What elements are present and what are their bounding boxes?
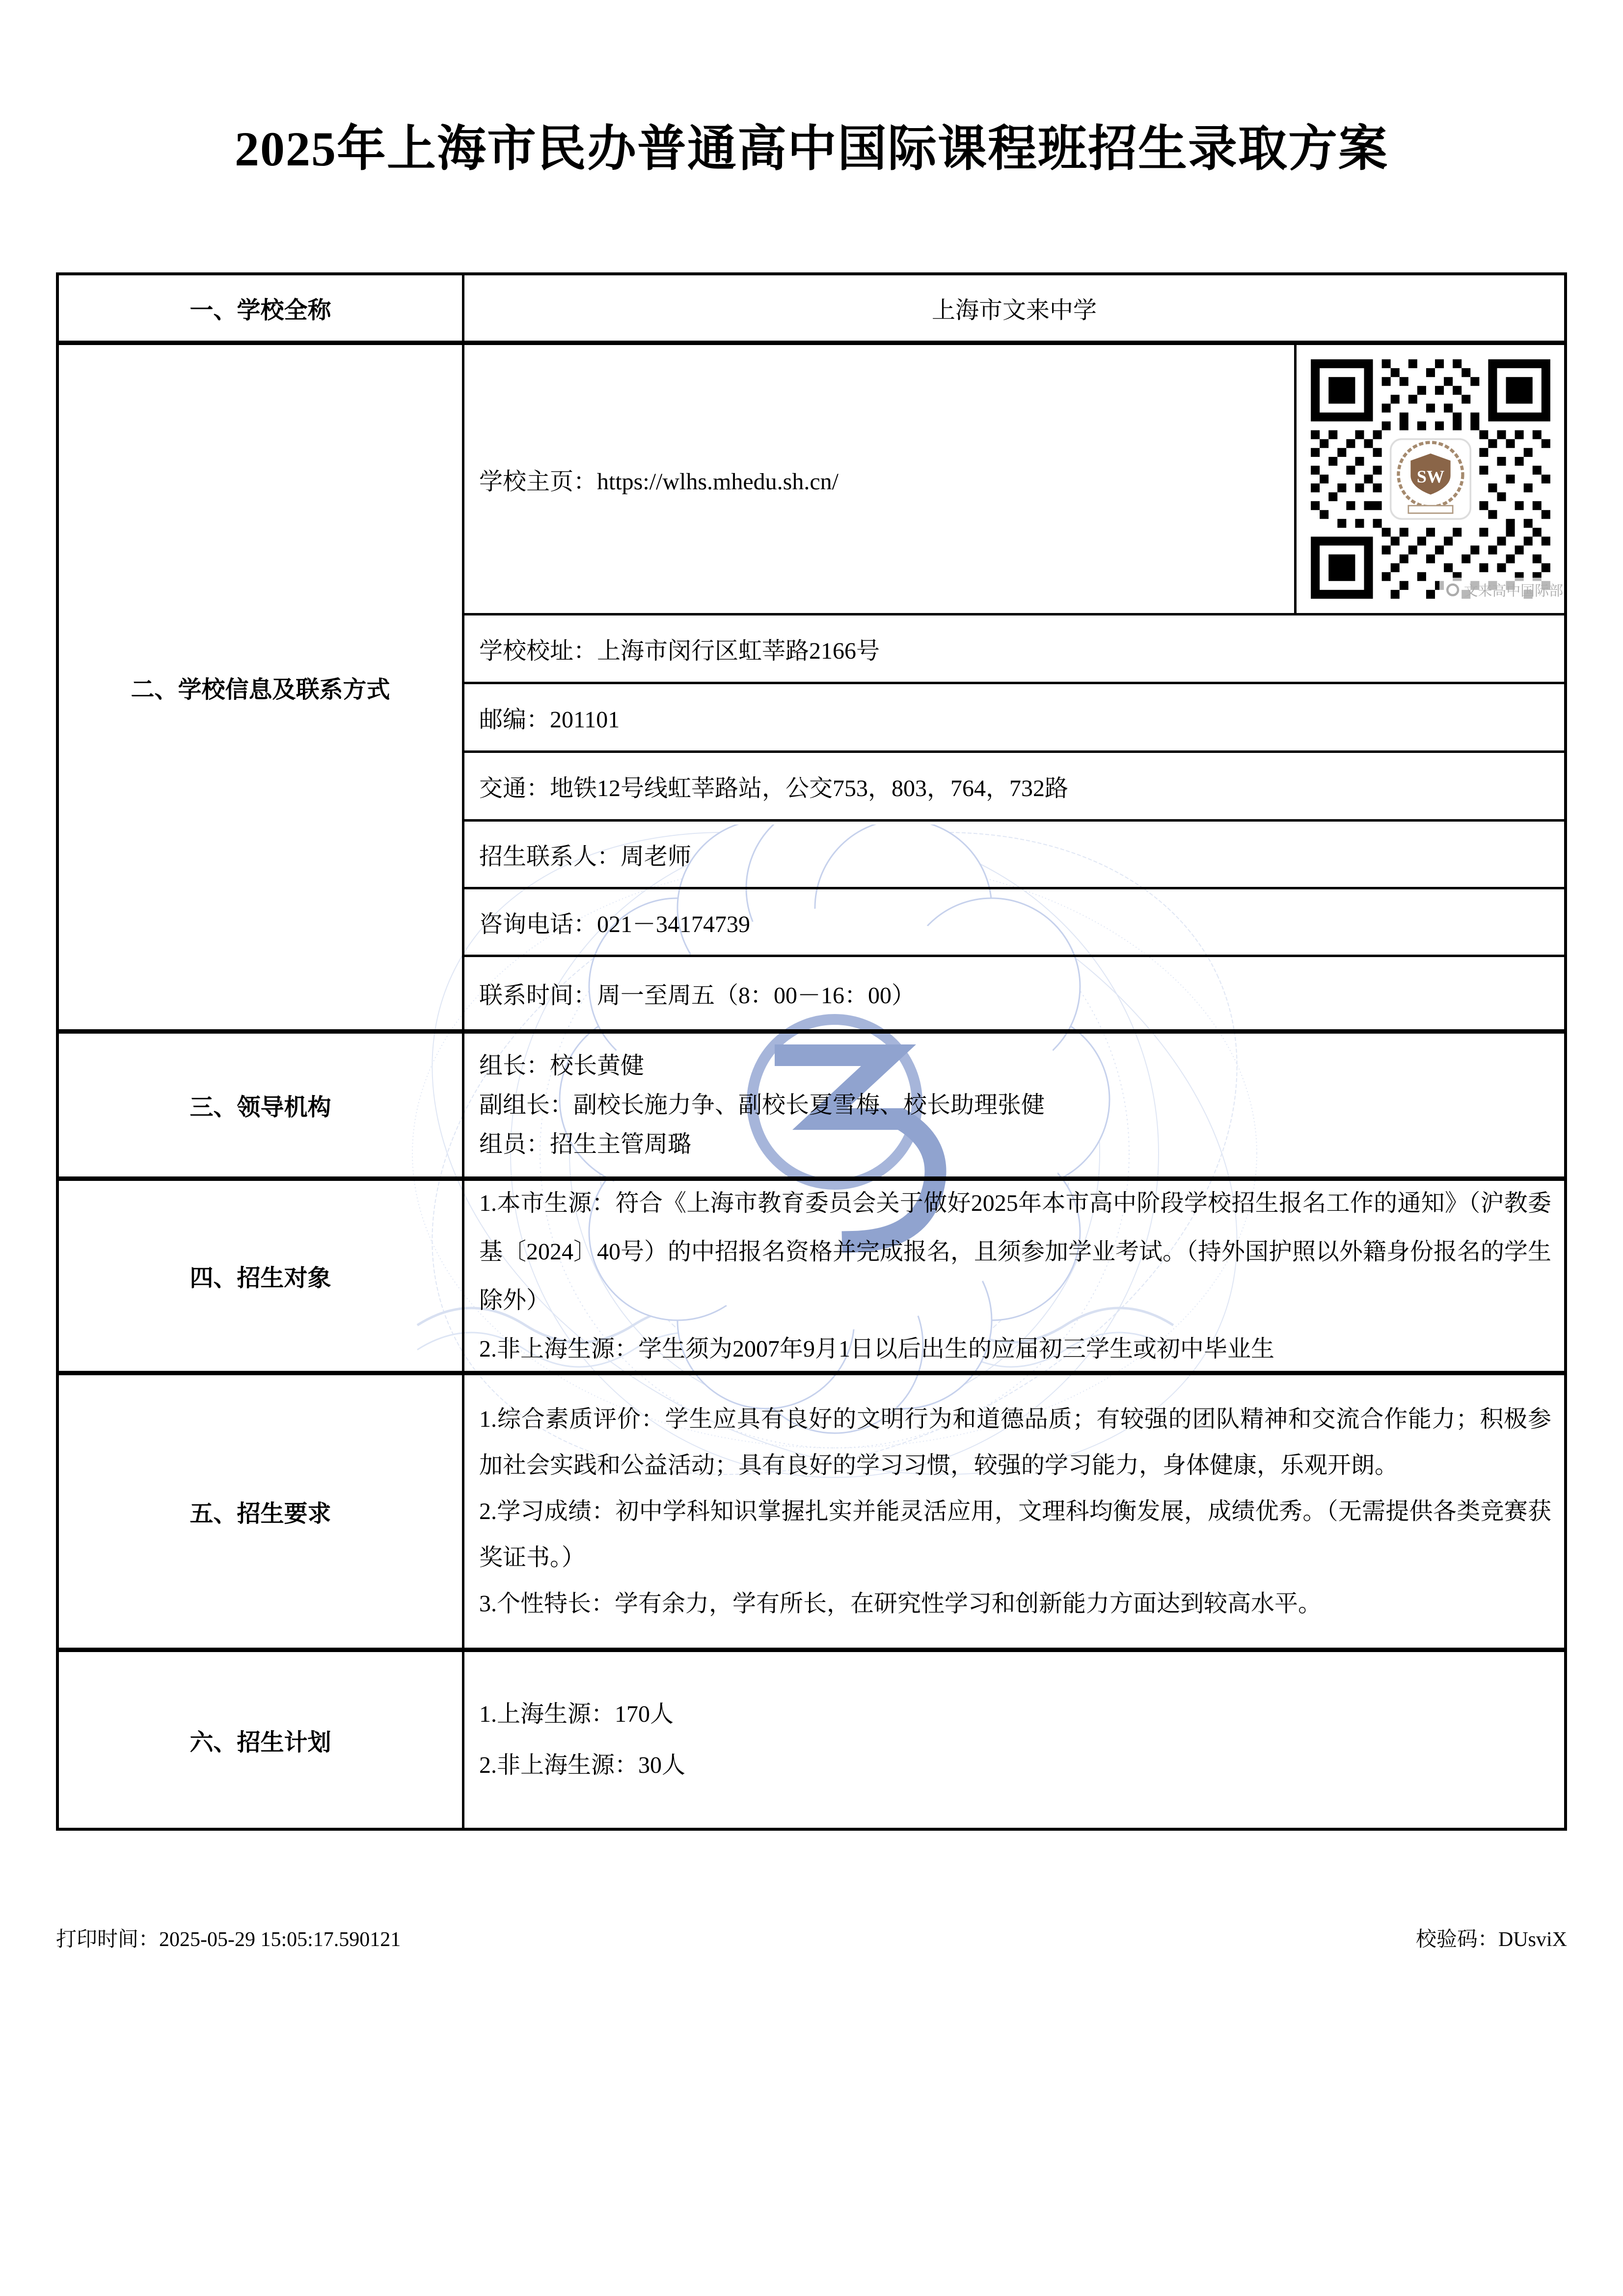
qr-center-logo <box>1391 439 1471 519</box>
check-code-text: 校验码：DUsviX <box>1415 1928 1567 1951</box>
qr-code-image <box>1298 346 1564 612</box>
row-leadership <box>59 1034 1564 1181</box>
qr-logo-text: SW <box>1416 466 1445 486</box>
row-header-leadership: 三、领导机构 <box>59 1034 464 1176</box>
qr-code-cell <box>1294 345 1564 613</box>
requirements-paragraph: 2.学习成绩：初中学科知识掌握扎实并能灵活应用，文理科均衡发展，成绩优秀。（无需提供各类竞赛获奖证书。） <box>479 1498 1551 1571</box>
qr-caption-group <box>1439 578 1563 601</box>
phone-text: 咨询电话：021－34174739 <box>464 889 1564 957</box>
leadership-line: 组长：校长黄健 <box>479 1052 645 1079</box>
page-footer <box>56 1913 1567 1962</box>
plan-line: 2.非上海生源：30人 <box>479 1752 686 1778</box>
row-header-plan: 六、招生计划 <box>59 1652 464 1828</box>
row-school-info <box>59 345 1564 1034</box>
school-address-text: 学校校址：上海市闵行区虹莘路2166号 <box>464 615 1564 684</box>
requirements-paragraph: 1.综合素质评价：学生应具有良好的文明行为和道德品质；有较强的团队精神和交流合作能力；积极参加社会实践和公益活动；具有良好的学习习惯，较强的学习能力，身体健康，乐观开朗。 <box>479 1406 1551 1478</box>
row-requirements <box>59 1375 1564 1652</box>
subrow-homepage <box>464 345 1564 615</box>
print-time-text: 打印时间：2025-05-29 15:05:17.590121 <box>56 1928 401 1951</box>
leadership-line: 组员：招生主管周璐 <box>479 1131 692 1157</box>
school-name-value: 上海市文来中学 <box>931 297 1097 323</box>
target-paragraph: 1.本市生源：符合《上海市教育委员会关于做好2025年本市高中阶段学校招生报名工作的通知》（沪教委基〔2024〕40号）的中招报名资格并完成报名，且须参加学业考试。（持外国护照以外籍身份报名的学生除外） <box>479 1190 1552 1313</box>
row-school-name <box>59 275 1564 345</box>
school-transport-text: 交通：地铁12号线虹莘路站，公交753，803，764，732路 <box>464 753 1564 822</box>
admission-plan-table <box>56 272 1567 1831</box>
school-homepage-text: 学校主页：https://wlhs.mhedu.sh.cn/ <box>479 468 839 495</box>
row-plan <box>59 1652 1564 1828</box>
row-header-requirements: 五、招生要求 <box>59 1375 464 1648</box>
leadership-line: 副组长：副校长施力争、副校长夏雪梅、校长助理张健 <box>479 1092 1045 1118</box>
plan-line: 1.上海生源：170人 <box>479 1701 674 1727</box>
requirements-paragraph: 3.个性特长：学有余力，学有所长，在研究性学习和创新能力方面达到较高水平。 <box>479 1590 1322 1617</box>
target-paragraph: 2.非上海生源：学生须为2007年9月1日以后出生的应届初三学生或初中毕业生 <box>479 1335 1275 1362</box>
row-target <box>59 1181 1564 1375</box>
qr-caption: 文来高中国际部 <box>1463 583 1563 599</box>
contact-time-text: 联系时间：周一至周五（8：00－16：00） <box>479 983 916 1009</box>
contact-person-text: 招生联系人：周老师 <box>464 822 1564 889</box>
row-header-school-name: 一、学校全称 <box>59 275 464 341</box>
school-postcode-text: 邮编：201101 <box>464 684 1564 753</box>
row-header-school-info: 二、学校信息及联系方式 <box>59 345 464 1029</box>
page-title: 2025年上海市民办普通高中国际课程班招生录取方案 <box>235 122 1388 176</box>
row-header-target: 四、招生对象 <box>59 1181 464 1371</box>
